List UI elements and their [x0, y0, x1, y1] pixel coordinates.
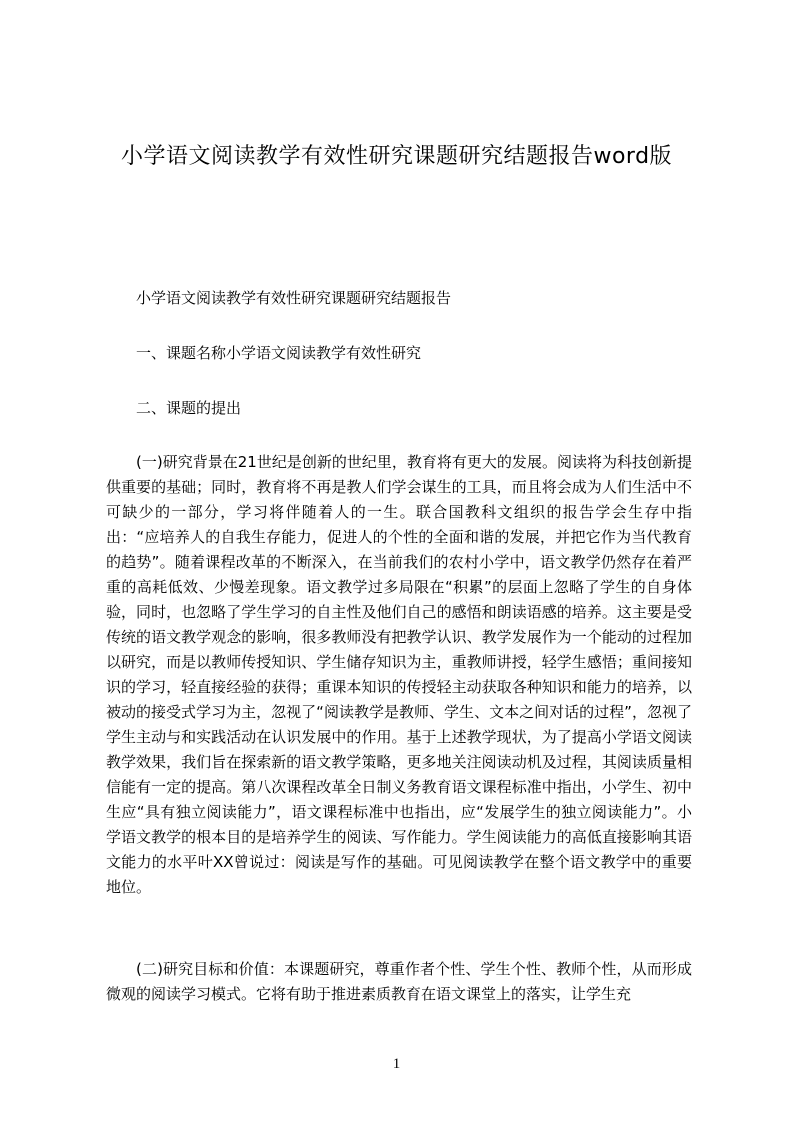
document-title: 小学语文阅读教学有效性研究课题研究结题报告word版: [120, 144, 673, 169]
page-number: 1: [392, 1056, 401, 1072]
section-heading-topic-name: 一、课题名称小学语文阅读教学有效性研究: [136, 344, 422, 362]
paragraph-research-goals: (二)研究目标和价值：本课题研究，尊重作者个性、学生个性、教师个性，从而形成微观的阅读学习模式。它将有助于推进素质教育在语文课堂上的落实，让学生充: [106, 960, 692, 1003]
section-heading-topic-proposal: 二、课题的提出: [136, 399, 242, 417]
report-subtitle: 小学语文阅读教学有效性研究课题研究结题报告: [136, 289, 452, 307]
paragraph-research-background: (一)研究背景在21世纪是创新的世纪里，教育将有更大的发展。阅读将为科技创新提供重要的基础；同时，教育将不再是教人们学会谋生的工具，而且将会成为人们生活中不可缺少的一部分，学习将伴随着人的一生。联合国教科文组织的报告学会生存中指出：“应培养人的自我生存能力，促进人的个性的全面和谐的发展，并把它作为当代教育的趋势”。随着课程改革的不断深入，在当前我们的农村小学中，语文教学仍然存在着严重的高耗低效、少慢差现象。语文教学过多局限在“积累”的层面上忽略了学生的自身体验，同时，也忽略了学生学习的自主性及他们自己的感悟和朗读语感的培养。这主要是受传统的语文教学观念的影响，很多教师没有把教学认识、教学发展作为一个能动的过程加以研究，而是以教师传授知识、学生储存知识为主，重教师讲授，轻学生感悟；重间接知识的学习，轻直接经验的获得；重课本知识的传授轻主动获取各种知识和能力的培养，以被动的接受式学习为主，忽视了“阅读教学是教师、学生、文本之间对话的过程”，忽视了学生主动与和实践活动在认识发展中的作用。基于上述教学现状，为了提高小学语文阅读教学效果，我们旨在探索新的语文教学策略，更多地关注阅读动机及过程，其阅读质量相信能有一定的提高。第八次课程改革全日制义务教育语文课程标准中指出，小学生、初中生应“具有独立阅读能力”，语文课程标准中也指出，应“发展学生的独立阅读能力”。小学语文教学的根本目的是培养学生的阅读、写作能力。学生阅读能力的高低直接影响其语文能力的水平叶XX曾说过：阅读是写作的基础。可见阅读教学在整个语文教学中的重要地位。: [106, 453, 692, 896]
